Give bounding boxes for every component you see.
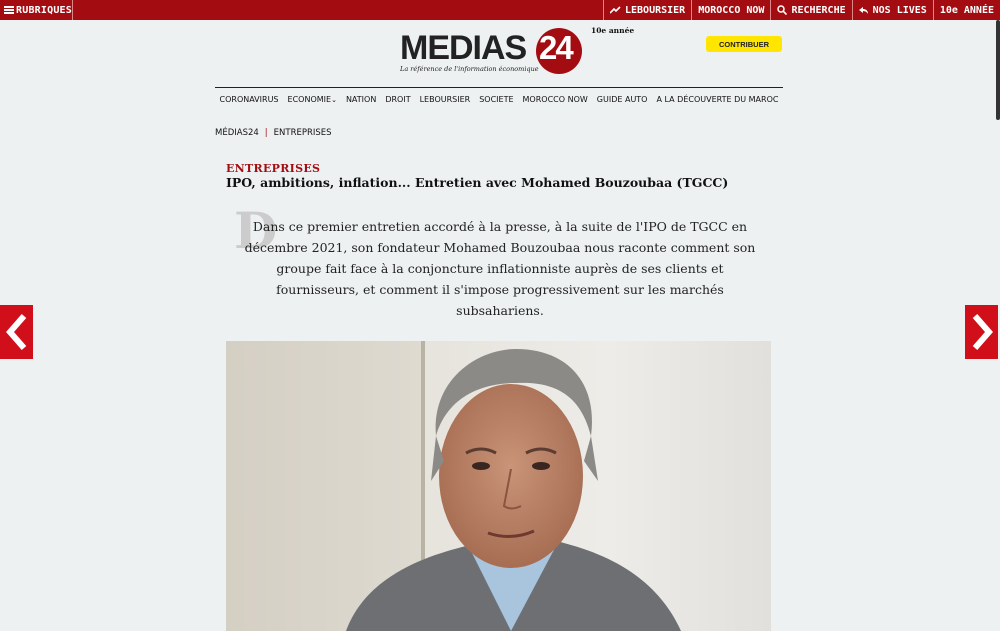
- logo-tagline: La référence de l'information économique: [400, 65, 539, 73]
- anniversary-badge: 10e année: [591, 26, 635, 35]
- nav-item-leboursier[interactable]: LEBOURSIER: [419, 95, 471, 104]
- breadcrumb-separator: |: [264, 128, 268, 138]
- contribute-button[interactable]: CONTRIBUER: [706, 36, 782, 52]
- nav-item-morocco-now[interactable]: MOROCCO NOW: [522, 95, 588, 104]
- main-nav: [215, 95, 783, 104]
- header-divider: [215, 87, 783, 88]
- top-link-label: 10e ANNÉE: [939, 4, 994, 16]
- nav-item-nation[interactable]: NATION: [345, 95, 377, 104]
- article-photo: [226, 341, 771, 631]
- article-lead: Dans ce premier entretien accordé à la presse, à la suite de l'IPO de TGCC en décembre 2021, son fondateur Mohamed Bouzoubaa nous raconte comment son groupe fait face à la conjoncture inflationniste auprès de ses clients et fournisseurs, et comment il s'impose progressivement sur les marchés subsahariens.: [244, 219, 756, 318]
- rubriques-button[interactable]: [0, 0, 73, 20]
- search-icon: [777, 5, 787, 15]
- scrollbar[interactable]: [996, 20, 1000, 120]
- top-link-morocco-now[interactable]: [691, 0, 770, 20]
- menu-icon: [4, 6, 13, 14]
- site-logo[interactable]: [400, 26, 590, 78]
- top-bar: [0, 0, 1000, 20]
- breadcrumb: [215, 128, 332, 138]
- rubriques-label: RUBRIQUES: [16, 4, 72, 16]
- previous-article-button[interactable]: [0, 305, 33, 359]
- nav-item-economie[interactable]: [288, 95, 337, 104]
- nav-item-coronavirus[interactable]: CORONAVIRUS: [219, 95, 279, 104]
- breadcrumb-section[interactable]: ENTREPRISES: [273, 128, 332, 138]
- top-link-label: RECHERCHE: [791, 4, 846, 16]
- live-icon: [859, 6, 869, 15]
- nav-item-droit[interactable]: DROIT: [385, 95, 411, 104]
- nav-item-guide-auto[interactable]: GUIDE AUTO: [596, 95, 648, 104]
- nav-item-societe[interactable]: SOCIETE: [479, 95, 514, 104]
- logo-word: MEDIAS: [400, 29, 527, 67]
- next-article-button[interactable]: [965, 305, 998, 359]
- article-title: IPO, ambitions, inflation... Entretien avec Mohamed Bouzoubaa (TGCC): [226, 175, 729, 190]
- top-link-leboursier[interactable]: [603, 0, 691, 20]
- nav-item-label: ECONOMIE: [287, 95, 332, 104]
- top-link-label: LEBOURSIER: [624, 4, 686, 16]
- top-link-label: MOROCCO NOW: [698, 4, 765, 16]
- chevron-down-icon: ⌄: [331, 96, 337, 104]
- chevron-left-icon: [6, 313, 28, 351]
- trend-up-icon: [610, 6, 621, 14]
- article-category[interactable]: ENTREPRISES: [226, 162, 321, 175]
- top-links: [603, 0, 1000, 20]
- top-link-10e-annee[interactable]: [933, 0, 1000, 20]
- logo-number: 24: [539, 29, 572, 66]
- dropcap-letter: D: [234, 201, 278, 260]
- breadcrumb-home[interactable]: MÉDIAS24: [215, 128, 259, 138]
- top-link-nos-lives[interactable]: [852, 0, 933, 20]
- nav-item-decouverte-maroc[interactable]: A LA DÉCOUVERTE DU MAROC: [656, 95, 779, 104]
- chevron-right-icon: [971, 313, 993, 351]
- top-link-recherche[interactable]: [770, 0, 851, 20]
- top-link-label: NOS LIVES: [872, 4, 927, 16]
